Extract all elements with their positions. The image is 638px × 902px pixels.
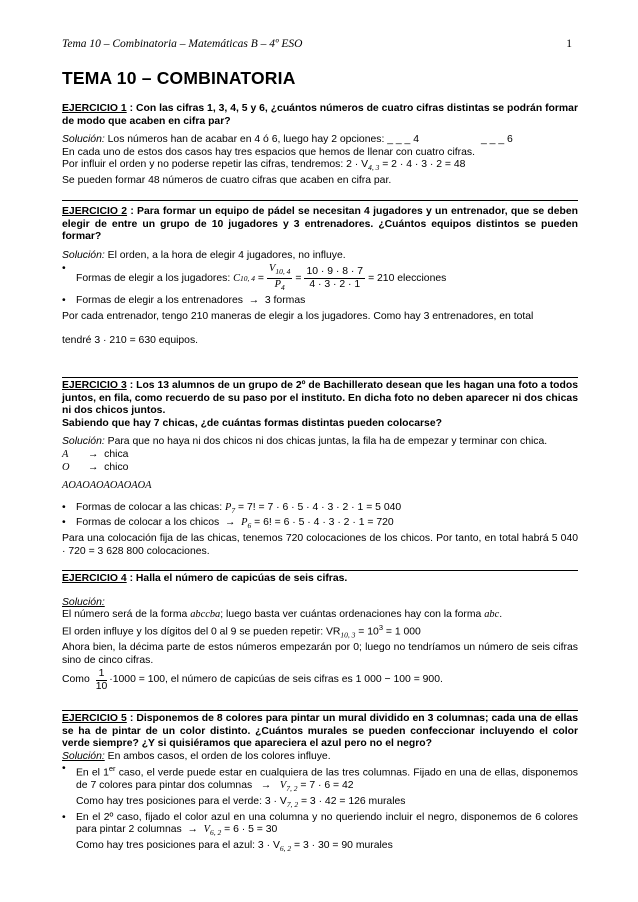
divider [62, 710, 578, 711]
divider [62, 570, 578, 571]
divider [62, 377, 578, 378]
exercise-1-question: EJERCICIO 1 : Con las cifras 1, 3, 4, 5 y 6, ¿cuántos números de cuatro cifras distintas se podrán formar de modo que acaben en cifra par? [62, 103, 578, 127]
page-header [62, 38, 578, 50]
header-title: Tema 10 – Combinatoria – Matemáticas B – 4º ESO [62, 38, 303, 50]
exercise-3: EJERCICIO 3 : Los 13 alumnos de un grupo de 2º de Bachillerato desean que les hagan una foto a todos juntos, en fila, como recuerdo de su paso por el instituto. En dicha foto no deben aparecer ni dos chicas ni dos chicos juntos. Sabiendo que hay 7 chicas, ¿de cuántas formas distintas pueden colocarse? Solución: Para que no haya ni dos chicos ni dos chicas juntas, la fila ha de empezar y terminar con chica. A → chica O → chico AOAOAOAOAOAOA • Formas de colocar a las chicas: $P_7 = 7$! = 7 · 6 · 5 · 4 · 3 · 2 · 1 = 5 040 • Formas de colocar a los $chicos \to P_6 = 6$! = 6 · 5 · 4 · 3 · 2 · 1 = 720 Para una colocación fija de las chicas, tenemos 720 colocaciones de los chicos. Por tanto, en total habrá 5 040 · 720 = 3 628 800 colocaciones. [62, 380, 578, 557]
exercise-5: EJERCICIO 5 : Disponemos de 8 colores para pintar un mural dividido en 3 columnas; cada una de ellas se ha de pintar de un color distinto. ¿Cuántos murales se pueden confeccionar incluyendo el color verde siempre? ¿Y si quisiéramos que apareciera el azul pero no el negro? Solución: En ambos casos, el orden de los colores influye. • En el 1er caso, el verde puede estar en cualquiera de las tres columnas. Fijado en una de ellas, disponemos de 7 colores para pintar dos columnas → $V_{7, 2} = 7 \cdot 6 = 42$ Como hay tres posiciones para el verde: $3 \cdot V_{7, 2} = 3 \cdot 42 = 126$ murales • En el 2º caso, fijado el color azul en una columna y no queriendo incluir el negro, disponemos de 6 colores para pintar 2 columnas → $V_{6, 2} = 6 \cdot 5 = 30$ Como hay tres posiciones para el azul: $3 \cdot V_{6, 2} = 3 \cdot 30 = 90$ murales [62, 713, 578, 854]
exercise-4-question: EJERCICIO 4 : Halla el número de capicúas de seis cifras. [62, 573, 348, 584]
divider [62, 200, 578, 201]
page-title: TEMA 10 – COMBINATORIA [62, 68, 296, 88]
exercise-5-question: EJERCICIO 5 : Disponemos de 8 colores para pintar un mural dividido en 3 columnas; cada una de ellas se ha de pintar de un color distinto. ¿Cuántos murales se pueden confeccionar incluyendo el color verde siempre? ¿Y si quisiéramos que apareciera el azul pero no el negro? [62, 713, 578, 750]
exercise-1: EJERCICIO 1 : Con las cifras 1, 3, 4, 5 y 6, ¿cuántos números de cuatro cifras distintas se podrán formar de modo que acaben en cifra par? Solución: Los números han de acabar en 4 ó 6, luego hay 2 opciones: _ _ _ 4 _ _ _ 6 En cada uno de estos dos casos hay tres espacios que hemos de llenar con cuatro cifras. Por influir el orden y no poderse repetir las cifras, tendremos: $2 \cdot V_{4, 3} = 2 \cdot 4 \cdot 3 \cdot 2 = 48$ Se pueden formar 48 números de cuatro cifras que acaben en cifra par. [62, 103, 578, 187]
page-number: 1 [566, 38, 572, 50]
exercise-3-question: EJERCICIO 3 : Los 13 alumnos de un grupo de 2º de Bachillerato desean que les hagan una foto a todos juntos, en fila, como recuerdo de su paso por el instituto. En dicha foto no deben aparecer ni dos chicas ni dos chicos juntos. [62, 380, 578, 417]
exercise-2: EJERCICIO 2 : Para formar un equipo de pádel se necesitan 4 jugadores y un entrenador, que se deben elegir de entre un grupo de 10 jugadores y 3 entrenadores. ¿Cuántos equipos distintos se pueden formar? Solución: El orden, a la hora de elegir 4 jugadores, no influye. • Formas de elegir a los jugadores: C 10, 4 = $\frac{V_{10, 4}}{P_4}$ = $\frac{10 \cdot 9 \cdot 8 \cdot 7}{4 \cdot 3 \cdot 2 \cdot 1}$ = 210 elecciones • Formas de elegir a los entrenadores → 3 formas Por cada entrenador, tengo 210 maneras de elegir a los jugadores. Como hay 3 entrenadores, en total tendré 3 · 210 = 630 equipos. [62, 206, 578, 346]
exercise-4: EJERCICIO 4 : Halla el número de capicúas de seis cifras. Solución: El número será de la forma abccba; luego basta ver cuántas ordenaciones hay con la forma abc. El orden influye y los dígitos del 0 al 9 se pueden repetir: $VR_{10, 3} = 10^3 = 1$ 000 Ahora bien, la décima parte de estos números empezarán por 0; luego no tendríamos un número de seis cifras sino de cinco cifras. Como $\frac{1}{10}$ ·1000 = 100, el número de capicúas de seis cifras es 1 000 − 100 = 900. [62, 573, 578, 693]
exercise-2-question: EJERCICIO 2 : Para formar un equipo de pádel se necesitan 4 jugadores y un entrenador, que se deben elegir de entre un grupo de 10 jugadores y 3 entrenadores. ¿Cuántos equipos distintos se pueden formar? [62, 206, 578, 243]
